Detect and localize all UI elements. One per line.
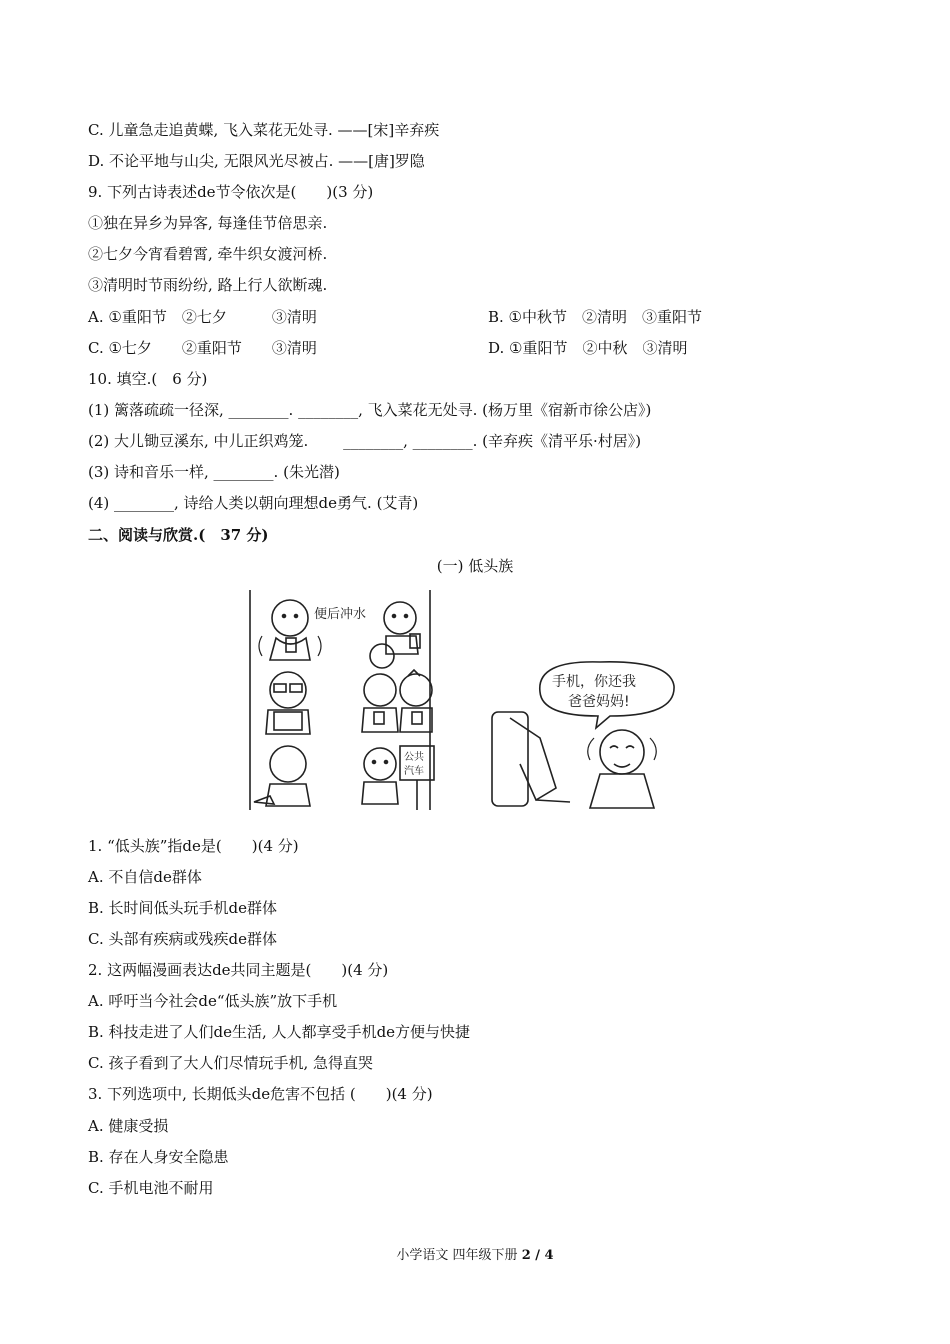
figure-toilet-icon [259,600,321,660]
q10-item-1: (1) 篱落疏疏一径深, ________. ________, 飞入菜花无处寻. (杨万里《宿新市徐公店》) [88,401,652,419]
question-9: 9. 下列古诗表述de节令依次是( )(3 分) [88,183,374,201]
bubble-text-1: 手机，你还我 [552,674,636,690]
reading-question-1: 1. “低头族”指de是( )(4 分) [88,837,299,855]
rq2-option-a: A. 呼吁当今社会de“低头族”放下手机 [88,992,338,1010]
section-2-heading: 二、阅读与欣赏.( 37 分) [88,526,269,544]
passage-1-title: (一) 低头族 [436,557,514,575]
reading-question-2: 2. 这两幅漫画表达de共同主题是( )(4 分) [88,961,389,979]
bubble-text-2: 爸爸妈妈! [568,694,630,710]
rq2-option-c: C. 孩子看到了大人们尽情玩手机, 急得直哭 [88,1054,374,1072]
rq1-option-a: A. 不自信de群体 [88,868,202,886]
reading-question-3: 3. 下列选项中, 长期低头de危害不包括 ( )(4 分) [88,1085,433,1103]
rq1-option-b: B. 长时间低头玩手机de群体 [88,899,278,917]
rq3-option-c: C. 手机电池不耐用 [88,1179,214,1197]
bus-sign-text-1: 公共 [404,752,424,763]
rq1-option-c: C. 头部有疾病或残疾de群体 [88,930,277,948]
figure-reading-icon [266,672,310,734]
comic-illustration [240,588,700,820]
rq3-option-b: B. 存在人身安全隐患 [88,1148,229,1166]
q10-item-3: (3) 诗和音乐一样, ________. (朱光潜) [88,463,340,481]
rq3-option-a: A. 健康受损 [88,1117,169,1135]
bus-sign-text-2: 汽车 [404,766,424,777]
footer-subject: 小学语文 四年级下册 [396,1248,518,1263]
q9-option-d: D. ①重阳节 ②中秋 ③清明 [488,339,688,357]
q9-poem-3: ③清明时节雨纷纷, 路上行人欲断魂. [88,276,328,294]
q9-poem-1: ①独在异乡为异客, 每逢佳节倍思亲. [88,214,328,232]
q9-option-a: A. ①重阳节 ②七夕 ③清明 [88,308,317,326]
q10-item-4: (4) ________, 诗给人类以朝向理想de勇气. (艾青) [88,494,419,512]
footer-page-number: 2 / 4 [521,1248,554,1263]
question-10: 10. 填空.( 6 分) [88,370,208,388]
q9-option-b: B. ①中秋节 ②清明 ③重阳节 [488,308,703,326]
q9-option-c: C. ①七夕 ②重阳节 ③清明 [88,339,317,357]
figure-wheelchair-icon [370,602,420,668]
figure-couple-icon [362,670,432,732]
figure-iron-icon [254,746,310,806]
left-sign-text: 便后冲水 [314,607,367,622]
figure-phone-icon [492,712,570,806]
q9-poem-2: ②七夕今宵看碧霄, 牵牛织女渡河桥. [88,245,328,263]
option-d-line: D. 不论平地与山尖, 无限风光尽被占. ——[唐]罗隐 [88,152,425,170]
q10-item-2: (2) 大儿锄豆溪东, 中儿正织鸡笼. ________, ________. (辛弃疾《清平乐·村居》) [88,432,642,450]
page-footer [0,1247,950,1265]
figure-crying-child-icon [588,730,657,808]
option-c-line: C. 儿童急走追黄蝶, 飞入菜花无处寻. ——[宋]辛弃疾 [88,121,440,139]
rq2-option-b: B. 科技走进了人们de生活, 人人都享受手机de方便与快捷 [88,1023,471,1041]
